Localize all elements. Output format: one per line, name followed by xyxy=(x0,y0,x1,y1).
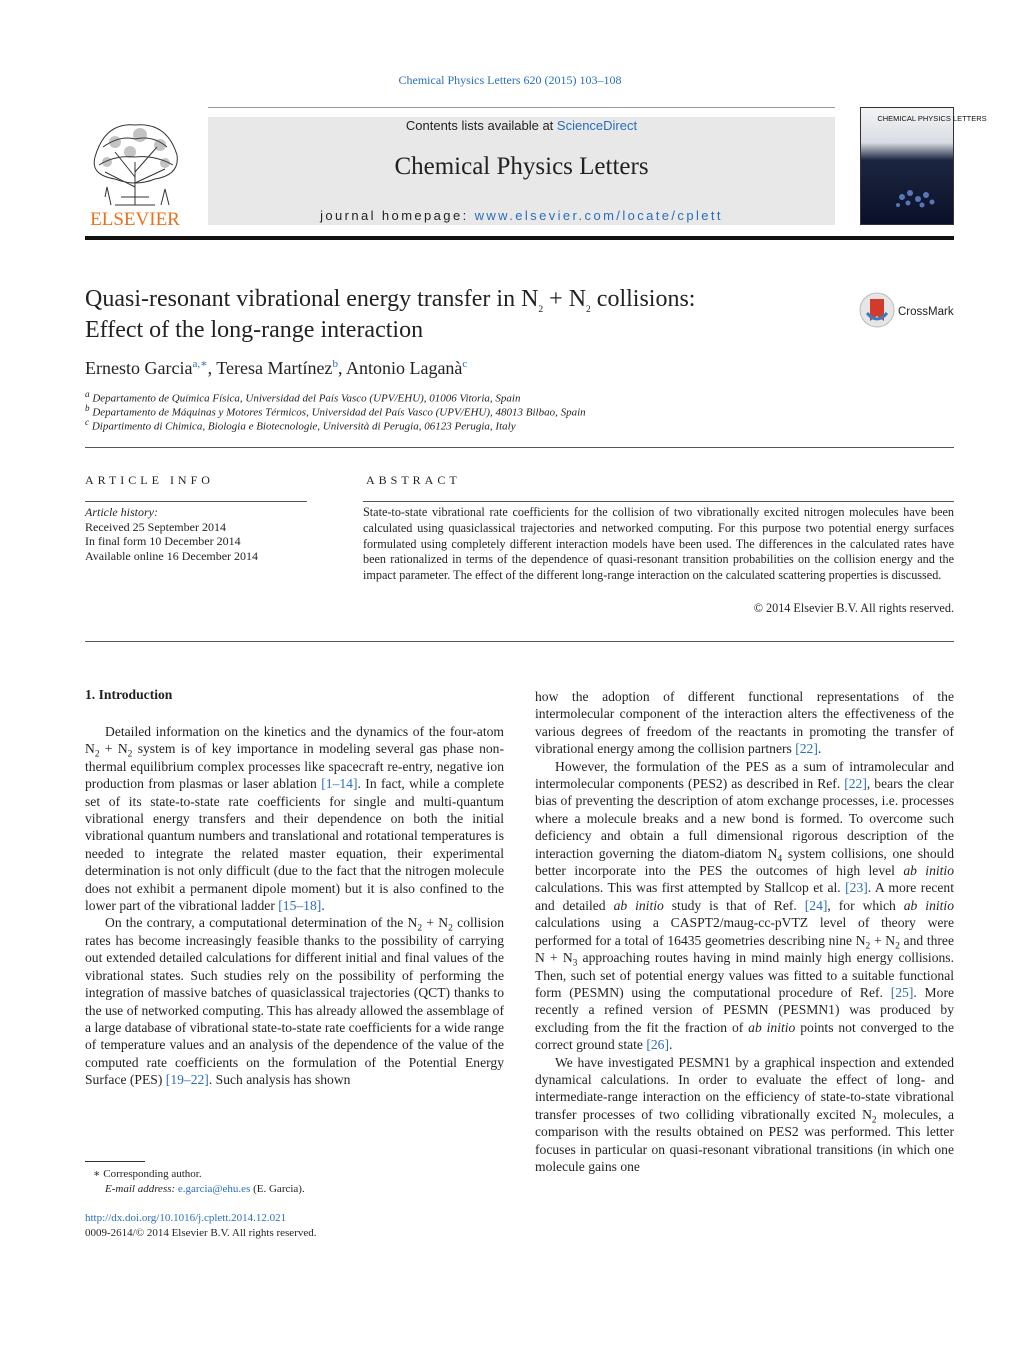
crossmark-badge[interactable] xyxy=(858,291,958,331)
abstract-text: State-to-state vibrational rate coefficients for the collision of two vibrationally excited nitrogen molecules have been calculated using quasiclassical trajectories and networked computing. For this purpose two potential energy surfaces formulated using completely different interaction models have been used. The differences in the calculated rates have been rationalized in terms of the dependence of quasi-resonant transition probabilities on the collision energy and the impact parameter. The effect of the different long-range interaction on the calculated scattering properties is discussed. xyxy=(363,505,954,583)
abstract-copyright: © 2014 Elsevier B.V. All rights reserved. xyxy=(753,601,954,615)
citation-link[interactable]: [24] xyxy=(804,897,828,913)
abstract-label: ABSTRACT xyxy=(366,473,461,487)
affiliation-mark: b xyxy=(85,403,90,413)
cover-title: CHEMICAL PHYSICS LETTERS xyxy=(877,114,987,123)
elsevier-wordmark: ELSEVIER xyxy=(90,209,180,230)
affiliation-text: Departamento de Química Física, Universidad del País Vasco (UPV/EHU), 01006 Vitoria, Spain xyxy=(92,392,521,405)
author-name: Teresa Martínez xyxy=(216,358,333,378)
article-title: Quasi-resonant vibrational energy transfer in $N_2 + N_2$ collisions: Effect of the long-range interaction xyxy=(85,286,696,343)
crossmark-label: CrossMark xyxy=(898,306,954,318)
citation-link[interactable]: [26] xyxy=(646,1037,670,1053)
homepage-link[interactable]: www.elsevier.com/locate/cplett xyxy=(474,208,723,223)
citation-link[interactable]: [23] xyxy=(845,880,868,896)
corresponding-author-note: ∗ Corresponding author. xyxy=(93,1168,202,1180)
issn-copyright: 0009-2614/© 2014 Elsevier B.V. All rights reserved. xyxy=(85,1227,317,1239)
email-link[interactable]: e.garcia@ehu.es xyxy=(177,1183,251,1195)
author-sup[interactable]: a,∗ xyxy=(192,358,208,370)
homepage-line xyxy=(208,208,835,223)
paragraph: Detailed information on the kinetics and the dynamics of the four-atom $N_2 + N_2$ system is of key importance in modeling several gas phase non-thermal equilibrium complex processes like spacecraft re-entry, negative ion production from plasmas or laser ablation [1–14]. In fact, while a complete set of its state-to-state rate coefficients for single and multi-quantum vibrational energy transfers and their dependence on both the initial vibrational quantum numbers and translational and rotational temperatures is needed to integrate the related master equation, their experimental determination is not only difficult (due to the fact that the nitrogen molecule does not exhibit a permanent dipole moment) but it is also confined to the lower part of the vibrational ladder [15–18]. xyxy=(85,724,505,914)
journal-reference[interactable]: Chemical Physics Letters 620 (2015) 103–108 xyxy=(398,73,622,87)
affiliation xyxy=(85,417,516,433)
header-rule xyxy=(208,107,835,108)
title-line2: Effect of the long-range interaction xyxy=(85,317,424,343)
masthead-thick-rule xyxy=(85,236,954,240)
final-form-date: In final form 10 December 2014 xyxy=(85,534,241,548)
right-column xyxy=(535,688,954,1175)
contents-prefix: Contents lists available at xyxy=(405,118,557,133)
article-info-label: ARTICLE INFO xyxy=(85,473,214,487)
paragraph: On the contrary, a computational determination of the $N_2 + N_2$ collision rates has become increasingly feasible thanks to the possibility of carrying out extended detailed calculations for different initial and final values of the vibrational states. Such studies rely on the possibility of performing the integration of massive batches of quasiclassical trajectories (QCT) thanks to the use of networked computing. This has already allowed the assemblage of a large database of vibrational state-to-state rate coefficients for a wide range of temperature values and an analysis of the dependence of the value of the computed rate coefficients on the formulation of the Potential Energy Surface (PES) [19–22]. Such analysis has shown xyxy=(85,915,504,1088)
contents-line xyxy=(208,118,835,133)
author-name: Ernesto Garcia xyxy=(85,358,193,378)
title-line1-pre: Quasi-resonant vibrational energy transfer in N xyxy=(85,286,539,312)
journal-title: Chemical Physics Letters xyxy=(394,153,649,180)
citation-link[interactable]: [22] xyxy=(844,776,867,792)
citation-link[interactable]: [22] xyxy=(795,741,818,757)
history-label: Article history: xyxy=(85,505,158,519)
doi-link[interactable]: http://dx.doi.org/10.1016/j.cplett.2014.12.021 xyxy=(85,1212,287,1224)
email-label: E-mail address: xyxy=(105,1183,178,1195)
journal-cover-thumbnail[interactable] xyxy=(860,107,987,225)
affiliation-mark: c xyxy=(85,417,90,427)
email-suffix: (E. Garcia). xyxy=(250,1183,305,1195)
article-history xyxy=(85,505,258,563)
author-name: Antonio Laganà xyxy=(345,358,463,378)
footnote-rule xyxy=(85,1161,145,1162)
affiliation-mark: a xyxy=(85,389,90,399)
email-line xyxy=(85,1182,305,1197)
citation-link[interactable]: [1–14] xyxy=(321,776,358,792)
author-sup[interactable]: c xyxy=(462,358,468,370)
affiliation-text: Departamento de Máquinas y Motores Térmicos, Universidad del País Vasco (UPV/EHU), 48013 Bilbao, Spain xyxy=(92,406,586,419)
affiliation-rule xyxy=(85,447,954,448)
paragraph: how the adoption of different functional representations of the intermolecular component of the interaction alters the effectiveness of the various degrees of freedom of the reactants in promoting the transfer of vibrational energy among the collision partners [22]. xyxy=(535,689,954,757)
left-column xyxy=(85,723,504,1089)
body-rule xyxy=(85,641,954,642)
paragraph: However, the formulation of the PES as a sum of intramolecular and intermolecular components (PES2) as described in Ref. [22], bears the clear bias of preventing the description of atom exchange processes, i.e. processes where a molecule breaks and a new bond is formed. To overcome such deficiency and obtain a full dimensional rigorous description of the interaction governing the diatom-diatom $N_4$ system collisions, one should better incorporate into the PES the outcomes of high level ab initio calculations. This was first attempted by Stallcop et al. [23]. A more recent and detailed ab initio study is that of Ref. [24], for which ab initio calculations using a CASPT2/maug-cc-pVTZ level of theory were performed for a total of 16435 geometries describing nine $N_2 + N_2$ and three $N + N_3$ approaching routes having in mind mainly high energy collisions. Then, such set of potential energy values was fitted to a suitable functional form (PESMN) using the computational procedure of Ref. [25]. More recently a refined version of PESMN (PESMN1) was produced by excluding from the fit the fraction of ab initio points not converged to the correct ground state [26]. xyxy=(535,758,955,1053)
footnote xyxy=(85,1167,305,1197)
citation-link[interactable]: [25] xyxy=(890,984,914,1000)
sciencedirect-link[interactable]: ScienceDirect xyxy=(556,118,638,133)
title-line1-post: collisions: xyxy=(590,286,696,312)
homepage-prefix: journal homepage: xyxy=(320,208,475,223)
citation-link[interactable]: [19–22] xyxy=(165,1072,209,1088)
affiliation-text: Dipartimento di Chimica, Biologia e Biotecnologie, Università di Perugia, 06123 Perugia, Italy xyxy=(91,420,516,433)
online-date: Available online 16 December 2014 xyxy=(85,548,259,563)
paragraph: We have investigated PESMN1 by a graphical inspection and extended dynamical calculations. In order to evaluate the effect of long- and intermediate-range interaction on the efficiency of state-to-state vibrational transfer processes of two colliding vibrationally excited $N_2$ molecules, a comparison with the results obtained on PES2 was performed. This letter focuses in particular on quasi-resonant vibrational transitions (in which one molecule gains one xyxy=(535,1054,954,1174)
journal-header-band xyxy=(208,117,835,225)
section-heading: 1. Introduction xyxy=(85,687,173,702)
author-sup[interactable]: b xyxy=(332,358,338,370)
doi-block xyxy=(85,1211,317,1241)
elsevier-logo xyxy=(85,117,185,229)
abstract-rule xyxy=(363,501,954,502)
author-list: Ernesto Garcia$^{a,∗}$, Teresa Martínez$^b$, Antonio Laganà$^c$ xyxy=(85,358,468,378)
citation-link[interactable]: [15–18] xyxy=(278,898,322,914)
received-date: Received 25 September 2014 xyxy=(85,519,226,534)
article-info-rule xyxy=(85,501,307,502)
